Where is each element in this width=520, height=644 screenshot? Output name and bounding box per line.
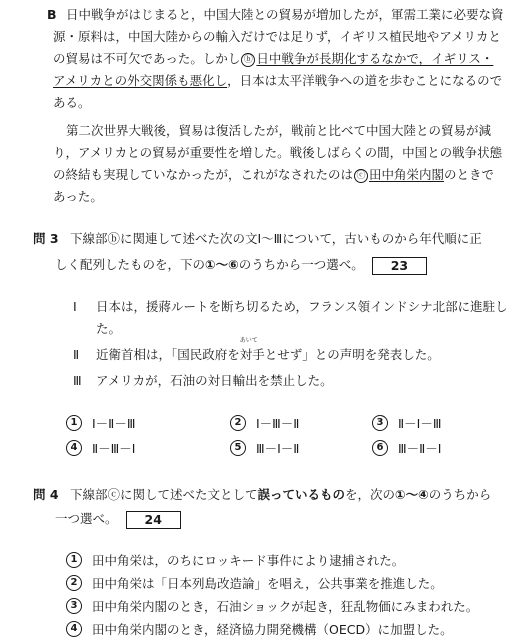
- q4-option-1[interactable]: [66, 551, 404, 569]
- option-text: Ⅰ－Ⅱ－Ⅲ: [92, 416, 136, 431]
- option-text: Ⅱ－Ⅲ－Ⅰ: [92, 441, 136, 456]
- passage-label: B: [47, 7, 57, 22]
- underline-b-part1: 日中戦争が長期化するなかで，イギリス・: [256, 51, 494, 66]
- underline-marker-b: ⓑ: [241, 53, 255, 67]
- q4-text-2: 一つ選べ。: [55, 511, 118, 526]
- q4-emphasis: 誤っているもの: [257, 487, 346, 502]
- option-text: Ⅲ－Ⅱ－Ⅰ: [398, 441, 442, 456]
- passage-line-7: り，アメリカとの貿易が重要性を増した。戦後しばらくの間，中国との戦争状態: [53, 145, 503, 160]
- option-number: 3: [372, 415, 388, 431]
- q3-option-2[interactable]: [230, 414, 299, 432]
- underline-c: 田中角栄内閣: [369, 167, 445, 182]
- answer-box-24[interactable]: 24: [126, 511, 181, 529]
- q4-text-post: を，次の: [345, 487, 396, 502]
- ruby-reading: あいて: [239, 337, 258, 344]
- q4-text-end: のうちから: [428, 487, 492, 502]
- passage-line-9: あった。: [53, 189, 103, 204]
- option-number: 2: [230, 415, 246, 431]
- q3-option-5[interactable]: [230, 439, 299, 457]
- option-text: Ⅱ－Ⅰ－Ⅲ: [398, 416, 442, 431]
- option-number: 4: [66, 440, 82, 456]
- q3-range: ①〜⑥: [205, 257, 239, 272]
- statement-numeral: Ⅱ: [73, 347, 80, 362]
- passage-line-1: 日中戦争がはじまると，中国大陸との貿易が増加したが，軍需工業に必要な資: [66, 7, 504, 22]
- option-text: Ⅲ－Ⅰ－Ⅱ: [256, 441, 300, 456]
- statement-text: 日本は，援蔣ルートを断ち切るため，フランス領インドシナ北部に進駐し: [96, 299, 508, 314]
- q3-option-6[interactable]: [372, 439, 441, 457]
- option-number: 1: [66, 552, 82, 568]
- option-text: Ⅰ－Ⅲ－Ⅱ: [256, 416, 300, 431]
- statement-text-cont: た。: [96, 321, 122, 336]
- q3-label: 問 3: [33, 231, 59, 246]
- option-number: 6: [372, 440, 388, 456]
- q3-option-3[interactable]: [372, 414, 441, 432]
- q3-option-4[interactable]: [66, 439, 135, 457]
- option-number: 2: [66, 575, 82, 591]
- q3-option-1[interactable]: [66, 414, 135, 432]
- option-text: 田中角栄は「日本列島改造論」を唱え，公共事業を推進した。: [92, 576, 443, 591]
- statement-text: アメリカが，石油の対日輸出を禁止した。: [96, 373, 333, 388]
- passage-line-6: 第二次世界大戦後，貿易は復活したが，戦前と比べて中国大陸との貿易が減: [66, 123, 492, 138]
- q4-option-2[interactable]: [66, 574, 443, 592]
- underline-marker-c: ⓒ: [354, 169, 368, 183]
- q4-option-4[interactable]: [66, 620, 453, 638]
- q3-text-1: 下線部ⓑに関連して述べた次の文Ⅰ〜Ⅲについて，古いものから年代順に正: [70, 231, 482, 246]
- q4-option-3[interactable]: [66, 597, 478, 615]
- ruby-base: 対手: [239, 347, 265, 362]
- q4-label: 問 4: [33, 487, 59, 502]
- statement-text-post: とせず」との声明を発表した。: [264, 347, 440, 362]
- passage-line-8: の終結も実現していなかったが，これがなされたのは: [53, 167, 354, 182]
- option-text: 田中角栄内閣のとき，石油ショックが起き，狂乱物価にみまわれた。: [92, 599, 479, 614]
- statement-numeral: Ⅰ: [73, 299, 77, 314]
- statement-numeral: Ⅲ: [73, 373, 82, 388]
- passage-line-2: 源・原料は，中国大陸からの輸入だけでは足りず，イギリス植民地やアメリカと: [53, 29, 501, 44]
- passage-line-8-rest: のときで: [444, 167, 495, 182]
- option-text: 田中角栄は，のちにロッキード事件により逮捕された。: [92, 553, 405, 568]
- q3-text-2: しく配列したものを，下の: [55, 257, 206, 272]
- option-number: 4: [66, 621, 82, 637]
- underline-b-part2: アメリカとの外交関係も悪化し: [53, 73, 228, 88]
- passage-line-5: ある。: [53, 95, 91, 110]
- q4-text-pre: 下線部ⓒに関して述べた文として: [70, 487, 258, 502]
- answer-box-23[interactable]: 23: [372, 257, 427, 275]
- option-number: 3: [66, 598, 82, 614]
- statement-text-pre: 近衛首相は，「国民政府を: [96, 347, 240, 362]
- option-text: 田中角栄内閣のとき，経済協力開発機構（OECD）に加盟した。: [92, 622, 453, 637]
- passage-line-3: の貿易は不可欠であった。しかし: [53, 51, 241, 66]
- option-number: 1: [66, 415, 82, 431]
- q4-range: ①〜④: [395, 487, 429, 502]
- passage-line-4-rest: ，日本は太平洋戦争への道を歩むことになるので: [227, 73, 503, 88]
- option-number: 5: [230, 440, 246, 456]
- q3-text-2-end: のうちから一つ選べ。: [238, 257, 364, 272]
